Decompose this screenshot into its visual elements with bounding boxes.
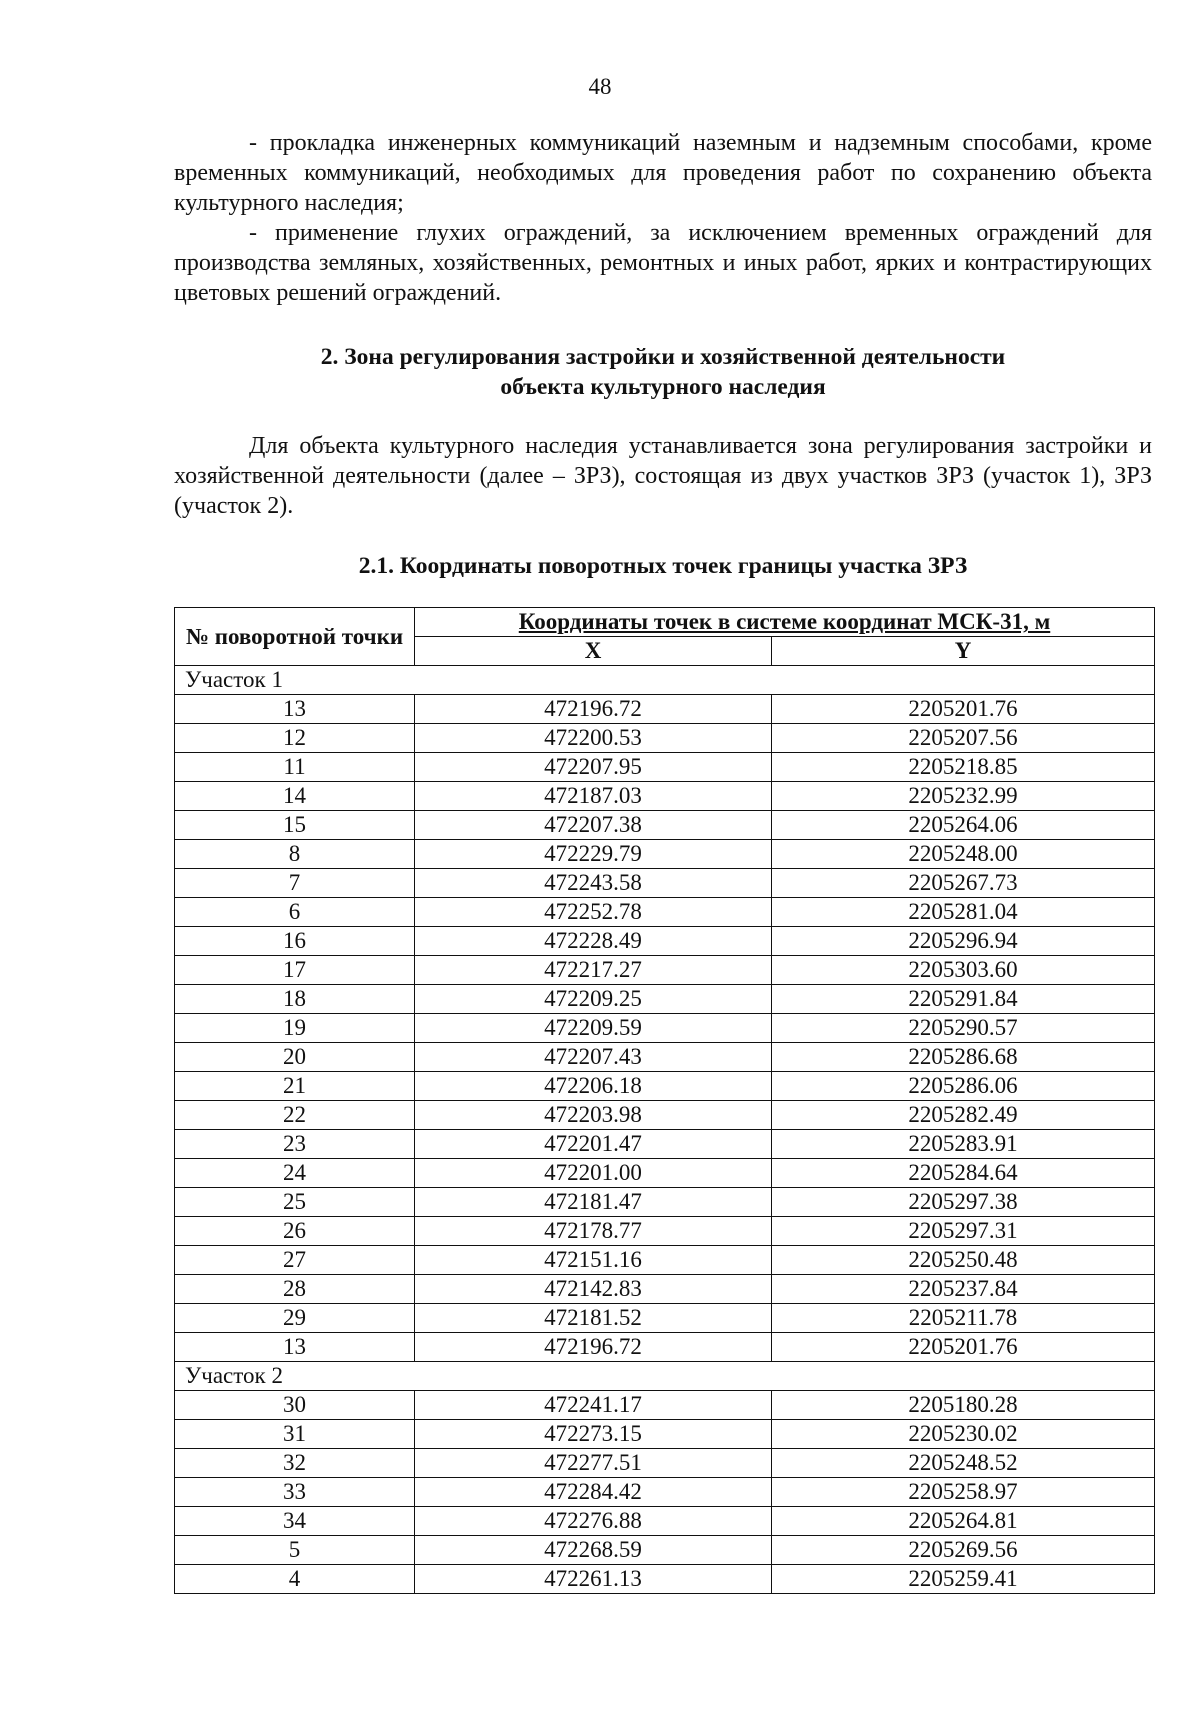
table-row <box>175 1130 1155 1159</box>
y-coordinate-cell: 2205237.84 <box>772 1275 1155 1304</box>
y-coordinate-cell: 2205258.97 <box>772 1478 1155 1507</box>
table-row <box>175 1043 1155 1072</box>
point-number-cell: 28 <box>175 1275 415 1304</box>
y-coordinate-cell: 2205284.64 <box>772 1159 1155 1188</box>
point-number-cell: 8 <box>175 840 415 869</box>
y-coordinate-cell: 2205232.99 <box>772 782 1155 811</box>
point-number-cell: 11 <box>175 753 415 782</box>
header-coordinates: Координаты точек в системе координат МСК-31, м <box>415 608 1155 637</box>
point-number-cell: 29 <box>175 1304 415 1333</box>
page-number: 48 <box>588 74 612 99</box>
point-number-cell: 19 <box>175 1014 415 1043</box>
point-number-cell: 25 <box>175 1188 415 1217</box>
coordinates-body <box>175 666 1155 1594</box>
x-coordinate-cell: 472196.72 <box>415 695 772 724</box>
y-coordinate-cell: 2205297.38 <box>772 1188 1155 1217</box>
point-number-cell: 12 <box>175 724 415 753</box>
section-row <box>175 666 1155 695</box>
y-coordinate-cell: 2205264.81 <box>772 1507 1155 1536</box>
table-row <box>175 753 1155 782</box>
table-row <box>175 927 1155 956</box>
x-coordinate-cell: 472181.47 <box>415 1188 772 1217</box>
y-coordinate-cell: 2205207.56 <box>772 724 1155 753</box>
x-coordinate-cell: 472142.83 <box>415 1275 772 1304</box>
y-coordinate-cell: 2205218.85 <box>772 753 1155 782</box>
table-row <box>175 869 1155 898</box>
prohibitions-list <box>174 128 1152 308</box>
x-coordinate-cell: 472203.98 <box>415 1101 772 1130</box>
y-coordinate-cell: 2205286.06 <box>772 1072 1155 1101</box>
x-coordinate-cell: 472200.53 <box>415 724 772 753</box>
y-coordinate-cell: 2205248.00 <box>772 840 1155 869</box>
point-number-cell: 32 <box>175 1449 415 1478</box>
x-coordinate-cell: 472229.79 <box>415 840 772 869</box>
point-number-cell: 22 <box>175 1101 415 1130</box>
x-coordinate-cell: 472201.47 <box>415 1130 772 1159</box>
point-number-cell: 14 <box>175 782 415 811</box>
paragraph-fences: - применение глухих ограждений, за исключением временных ограждений для производства земляных, хозяйственных, ремонтных и иных работ, ярких и контрастирующих цветовых решений ограждений. <box>174 220 1152 306</box>
table-row <box>175 985 1155 1014</box>
point-number-cell: 30 <box>175 1391 415 1420</box>
table-row <box>175 1507 1155 1536</box>
y-coordinate-cell: 2205201.76 <box>772 695 1155 724</box>
table-row <box>175 1420 1155 1449</box>
x-coordinate-cell: 472207.38 <box>415 811 772 840</box>
y-coordinate-cell: 2205230.02 <box>772 1420 1155 1449</box>
table-row <box>175 1072 1155 1101</box>
x-coordinate-cell: 472181.52 <box>415 1304 772 1333</box>
table-row <box>175 1101 1155 1130</box>
x-coordinate-cell: 472243.58 <box>415 869 772 898</box>
section-label: Участок 2 <box>175 1362 1155 1391</box>
x-coordinate-cell: 472276.88 <box>415 1507 772 1536</box>
point-number-cell: 24 <box>175 1159 415 1188</box>
table-row <box>175 1159 1155 1188</box>
table-row <box>175 1246 1155 1275</box>
point-number-cell: 23 <box>175 1130 415 1159</box>
x-coordinate-cell: 472201.00 <box>415 1159 772 1188</box>
header-x: X <box>415 637 772 666</box>
x-coordinate-cell: 472207.43 <box>415 1043 772 1072</box>
header-point-number: № поворотной точки <box>175 608 415 666</box>
point-number-cell: 13 <box>175 1333 415 1362</box>
table-row <box>175 1304 1155 1333</box>
x-coordinate-cell: 472187.03 <box>415 782 772 811</box>
point-number-cell: 21 <box>175 1072 415 1101</box>
point-number-cell: 27 <box>175 1246 415 1275</box>
point-number-cell: 5 <box>175 1536 415 1565</box>
y-coordinate-cell: 2205282.49 <box>772 1101 1155 1130</box>
x-coordinate-cell: 472151.16 <box>415 1246 772 1275</box>
section-label: Участок 1 <box>175 666 1155 695</box>
point-number-cell: 26 <box>175 1217 415 1246</box>
table-row <box>175 1188 1155 1217</box>
table-row <box>175 840 1155 869</box>
y-coordinate-cell: 2205283.91 <box>772 1130 1155 1159</box>
y-coordinate-cell: 2205264.06 <box>772 811 1155 840</box>
y-coordinate-cell: 2205259.41 <box>772 1565 1155 1594</box>
y-coordinate-cell: 2205248.52 <box>772 1449 1155 1478</box>
y-coordinate-cell: 2205296.94 <box>772 927 1155 956</box>
y-coordinate-cell: 2205269.56 <box>772 1536 1155 1565</box>
y-coordinate-cell: 2205297.31 <box>772 1217 1155 1246</box>
y-coordinate-cell: 2205267.73 <box>772 869 1155 898</box>
x-coordinate-cell: 472207.95 <box>415 753 772 782</box>
header-y: Y <box>772 637 1155 666</box>
x-coordinate-cell: 472228.49 <box>415 927 772 956</box>
y-coordinate-cell: 2205290.57 <box>772 1014 1155 1043</box>
point-number-cell: 15 <box>175 811 415 840</box>
table-row <box>175 1333 1155 1362</box>
x-coordinate-cell: 472268.59 <box>415 1536 772 1565</box>
x-coordinate-cell: 472209.59 <box>415 1014 772 1043</box>
table-row <box>175 898 1155 927</box>
section-heading <box>174 342 1152 402</box>
point-number-cell: 33 <box>175 1478 415 1507</box>
section-row <box>175 1362 1155 1391</box>
table-row <box>175 1014 1155 1043</box>
table-row <box>175 1217 1155 1246</box>
coordinates-table <box>174 607 1155 1594</box>
table-row <box>175 1449 1155 1478</box>
y-coordinate-cell: 2205286.68 <box>772 1043 1155 1072</box>
point-number-cell: 31 <box>175 1420 415 1449</box>
x-coordinate-cell: 472277.51 <box>415 1449 772 1478</box>
table-row <box>175 1536 1155 1565</box>
point-number-cell: 17 <box>175 956 415 985</box>
y-coordinate-cell: 2205211.78 <box>772 1304 1155 1333</box>
point-number-cell: 34 <box>175 1507 415 1536</box>
y-coordinate-cell: 2205303.60 <box>772 956 1155 985</box>
point-number-cell: 4 <box>175 1565 415 1594</box>
x-coordinate-cell: 472178.77 <box>415 1217 772 1246</box>
table-row <box>175 1275 1155 1304</box>
x-coordinate-cell: 472209.25 <box>415 985 772 1014</box>
section-heading-line1: 2. Зона регулирования застройки и хозяйственной деятельности <box>320 344 1006 370</box>
intro-paragraph: Для объекта культурного наследия устанавливается зона регулирования застройки и хозяйственной деятельности (далее – ЗРЗ), состоящая из двух участков ЗРЗ (участок 1), ЗРЗ (участок 2). <box>174 433 1152 519</box>
y-coordinate-cell: 2205281.04 <box>772 898 1155 927</box>
table-row <box>175 695 1155 724</box>
point-number-cell: 7 <box>175 869 415 898</box>
intro-block <box>174 431 1152 521</box>
x-coordinate-cell: 472206.18 <box>415 1072 772 1101</box>
point-number-cell: 18 <box>175 985 415 1014</box>
x-coordinate-cell: 472284.42 <box>415 1478 772 1507</box>
point-number-cell: 6 <box>175 898 415 927</box>
x-coordinate-cell: 472241.17 <box>415 1391 772 1420</box>
x-coordinate-cell: 472196.72 <box>415 1333 772 1362</box>
y-coordinate-cell: 2205201.76 <box>772 1333 1155 1362</box>
x-coordinate-cell: 472261.13 <box>415 1565 772 1594</box>
table-row <box>175 1565 1155 1594</box>
y-coordinate-cell: 2205180.28 <box>772 1391 1155 1420</box>
point-number-cell: 20 <box>175 1043 415 1072</box>
table-row <box>175 1391 1155 1420</box>
point-number-cell: 13 <box>175 695 415 724</box>
section-heading-line2: объекта культурного наследия <box>500 374 826 400</box>
table-row <box>175 811 1155 840</box>
x-coordinate-cell: 472217.27 <box>415 956 772 985</box>
x-coordinate-cell: 472252.78 <box>415 898 772 927</box>
y-coordinate-cell: 2205291.84 <box>772 985 1155 1014</box>
paragraph-utilities: - прокладка инженерных коммуникаций наземным и надземным способами, кроме временных коммуникаций, необходимых для проведения работ по сохранению объекта культурного наследия; <box>174 130 1152 216</box>
table-row <box>175 724 1155 753</box>
table-row <box>175 782 1155 811</box>
table-row <box>175 1478 1155 1507</box>
point-number-cell: 16 <box>175 927 415 956</box>
subsection-heading: 2.1. Координаты поворотных точек границы участка ЗРЗ <box>358 553 968 579</box>
table-row <box>175 956 1155 985</box>
x-coordinate-cell: 472273.15 <box>415 1420 772 1449</box>
y-coordinate-cell: 2205250.48 <box>772 1246 1155 1275</box>
